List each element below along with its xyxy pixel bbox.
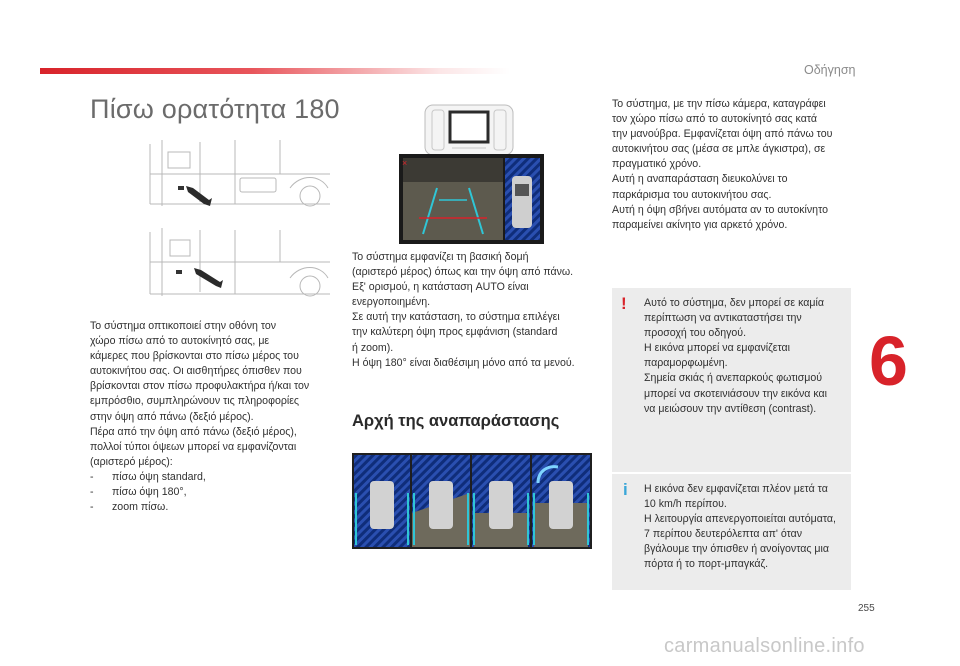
bullet-text: πίσω όψη 180°, [112, 486, 187, 499]
text-line: την μανούβρα. Εμφανίζεται όψη από πάνω του [612, 128, 833, 141]
text-line: Η όψη 180° είναι διαθέσιμη μόνο από τα μενού. [352, 356, 575, 369]
text-line: ενεργοποιημένη. [352, 296, 431, 309]
text-line: ή zoom). [352, 341, 394, 354]
text-line: την καλύτερη όψη προς εμφάνιση (standard [352, 326, 558, 339]
text-line: χώρο πίσω από το αυτοκίνητό σας, με [90, 335, 270, 348]
warning-text [644, 296, 827, 417]
text-line: 10 km/h περίπου. [644, 498, 727, 511]
text-line: παρκάρισμα του αυτοκινήτου σας. [612, 188, 772, 201]
list-item [90, 470, 309, 485]
bullet-dash: - [90, 470, 94, 483]
camera-display-screenshot [399, 154, 544, 244]
text-line: (αριστερό μέρος) όπως και την όψη από πάνω. [352, 266, 574, 279]
text-line: Εξ' ορισμού, η κατάσταση AUTO είναι [352, 281, 529, 294]
warning-note-box [612, 288, 851, 472]
text-line: βγάλουμε την όπισθεν ή ανοίγοντας μια [644, 543, 829, 556]
van-rear-camera-illustration [140, 134, 330, 314]
text-line: Το σύστημα, με την πίσω κάμερα, καταγράφει [612, 98, 826, 110]
watermark: carmanualsonline.info [664, 635, 865, 657]
chapter-number: 6 [869, 322, 908, 400]
text-line: παραμορφωμένη. [644, 357, 728, 370]
text-line: Το σύστημα οπτικοποιεί στην οθόνη τον [90, 320, 277, 332]
bullet-text: πίσω όψη standard, [112, 470, 206, 483]
section-heading: Αρχή της αναπαράστασης [352, 412, 560, 430]
text-line: πολλοί τύποι όψεων μπορεί να εμφανίζονται [90, 440, 297, 453]
text-line: Αυτό το σύστημα, δεν μπορεί σε καμία [644, 297, 824, 309]
text-line: περίπτωση να αντικαταστήσει την [644, 312, 802, 325]
text-line: Η λειτουργία απενεργοποιείται αυτόματα, [644, 513, 836, 526]
text-line: 7 περίπου δευτερόλεπτα απ' όταν [644, 528, 803, 541]
text-line: κάμερες που βρίσκονται στο πίσω μέρος του [90, 350, 299, 363]
close-mark-icon: × [402, 158, 408, 168]
representation-sequence-image [352, 453, 592, 549]
left-column-text [90, 319, 309, 515]
info-note-box [612, 474, 851, 590]
text-line: στην όψη από πάνω (δεξιό μέρος). [90, 410, 254, 423]
text-line: πόρτα ή το πορτ-μπαγκάζ. [644, 558, 769, 571]
text-line: μπορεί να σκοτεινιάσουν την εικόνα και [644, 387, 827, 400]
arrow-pointer-lower-icon [194, 268, 223, 288]
text-line: προσοχή του οδηγού. [644, 327, 747, 340]
exclamation-icon: ! [621, 294, 627, 313]
info-text [644, 482, 836, 573]
text-line: Αυτή η αναπαράσταση διευκολύνει το [612, 173, 788, 186]
text-line: Η εικόνα δεν εμφανίζεται πλέον μετά τα [644, 483, 828, 495]
text-line: αυτοκινήτου σας (μέσα σε μπλε άγκιστρα), σε [612, 143, 826, 156]
bullet-dash: - [90, 486, 94, 499]
dashboard-screen-icon [424, 104, 514, 156]
right-column-text [612, 97, 832, 233]
camera-marker-lower [176, 270, 182, 274]
text-line: Αυτή η όψη σβήνει αυτόματα αν το αυτοκίνητο [612, 203, 829, 216]
text-line: Πέρα από την όψη από πάνω (δεξιό μέρος), [90, 425, 297, 438]
bullet-text: zoom πίσω. [112, 501, 169, 514]
text-line: να μειώσουν την αντίθεση (contrast). [644, 402, 817, 415]
section-name: Οδήγηση [804, 63, 856, 77]
list-item [90, 500, 309, 515]
header-accent-bar [40, 68, 510, 74]
text-line: Η εικόνα μπορεί να εμφανίζεται [644, 342, 791, 355]
text-line: Σε αυτή την κατάσταση, το σύστημα επιλέγει [352, 311, 560, 324]
list-item [90, 485, 309, 500]
text-line: παραμείνει ακίνητο για αρκετό χρόνο. [612, 218, 788, 231]
bullet-dash: - [90, 501, 94, 514]
text-line: πραγματικό χρόνο. [612, 158, 702, 171]
middle-column-text [352, 250, 575, 371]
text-line: αυτοκινήτου σας. Οι αισθητήρες όπισθεν που [90, 365, 302, 378]
page-title: Πίσω ορατότητα 180 [90, 94, 340, 124]
text-line: εμπρόσθιο, συμπληρώνουν τις πληροφορίες [90, 395, 300, 408]
text-line: Σημεία σκιάς ή ανεπαρκούς φωτισμού [644, 372, 823, 385]
text-line: βρίσκονται στον πίσω προφυλακτήρα ή/και τον [90, 380, 310, 393]
text-line: (αριστερό μέρος): [90, 455, 173, 468]
arrow-pointer-upper-icon [186, 186, 212, 206]
text-line: τον χώρο πίσω από το αυτοκίνητό σας κατά [612, 113, 817, 126]
camera-marker-upper [178, 186, 184, 190]
text-line: Το σύστημα εμφανίζει τη βασική δομή [352, 251, 529, 263]
page-number: 255 [858, 603, 875, 614]
info-icon: i [623, 480, 628, 499]
